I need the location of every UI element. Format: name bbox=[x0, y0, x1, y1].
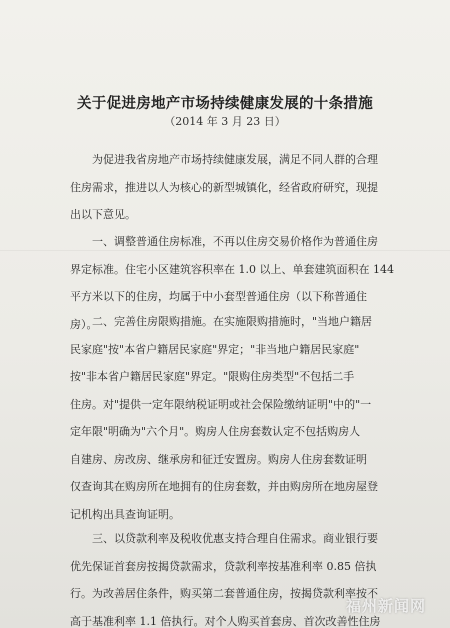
text-line: 出以下意见。 bbox=[70, 208, 136, 221]
text-line: 住房。对"提供一定年限纳税证明或社会保险缴纳证明"中的"一 bbox=[70, 397, 372, 411]
document-date: （2014 年 3 月 23 日） bbox=[164, 115, 286, 128]
text-line: 按"非本省户籍居民家庭"界定。"限购住房类型"不包括二手 bbox=[70, 370, 355, 383]
text-line: 界定标准。住宅小区建筑容积率在 1.0 以上、单套建筑面积在 144 bbox=[70, 262, 394, 276]
text-line: 优先保证首套房按揭贷款需求，贷款利率按基准利率 0.85 倍执 bbox=[70, 559, 377, 573]
text-line: 记机构出具查询证明。 bbox=[70, 507, 180, 521]
text-line: 高于基准利率 1.1 倍执行。对个人购买首套房、首次改善性住房 bbox=[70, 614, 381, 628]
measure-two-paragraph bbox=[70, 308, 410, 528]
text-line: 房）。 bbox=[70, 317, 98, 331]
text-line: 行。为改善居住条件，购买第二套普通住房，按揭贷款利率按不 bbox=[70, 587, 378, 600]
text-line: 定年限"明确为"六个月"。购房人住房套数认定不包括购房人 bbox=[70, 425, 361, 438]
text-line: 仅查询其在购房所在地拥有的住房套数，并由购房所在地房屋登 bbox=[70, 480, 378, 493]
text-line: 平方米以下的住房，均属于中小套型普通住房（以下称普通住 bbox=[70, 290, 367, 303]
text-line: 二、完善住房限购措施。在实施限购措施时，"当地户籍居 bbox=[92, 315, 373, 328]
text-line: 一、调整普通住房标准，不再以住房交易价格作为普通住房 bbox=[92, 235, 378, 248]
text-line: 民家庭"按"本省户籍居民家庭"界定；"非当地户籍居民家庭" bbox=[70, 342, 360, 356]
text-line: 为促进我省房地产市场持续健康发展，满足不同人群的合理 bbox=[92, 153, 378, 166]
text-line: 住房需求，推进以人为核心的新型城镇化，经省政府研究，现提 bbox=[70, 180, 378, 194]
text-line: 自建房、房改房、继承房和征迁安置房。购房人住房套数证明 bbox=[70, 452, 367, 466]
site-watermark: 福州新闻网 bbox=[345, 597, 426, 615]
intro-paragraph bbox=[70, 146, 410, 229]
text-line: 三、以贷款利率及税收优惠支持合理自住需求。商业银行要 bbox=[92, 532, 378, 545]
document-title: 关于促进房地产市场持续健康发展的十条措施 bbox=[77, 95, 373, 112]
